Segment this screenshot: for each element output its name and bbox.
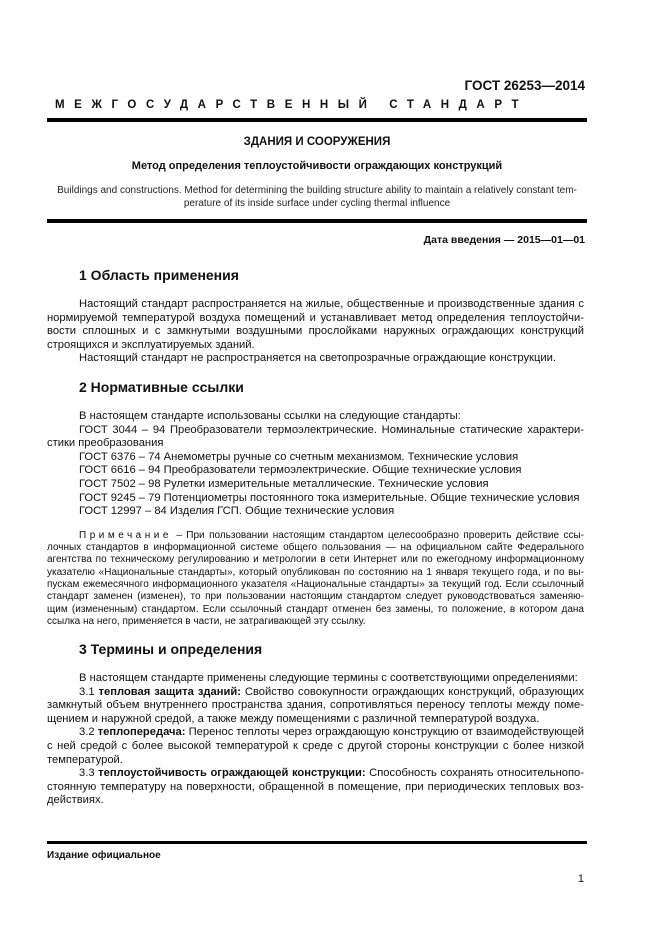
term-definition [47, 767, 584, 808]
introduction-date [424, 234, 585, 246]
reference-item: ГОСТ 6616 – 94 Преобразователи термоэлектрические. Общие технические условия [79, 464, 522, 477]
section-scope [47, 266, 584, 366]
english-title: Buildings and constructions. Method for determining the building structure ability to maintain a relatively constant tem-perature of its inside surface under cycling thermal influence [57, 185, 577, 209]
gost-code: ГОСТ 26253—2014 [464, 78, 585, 93]
section-heading: 2 Нормативные ссылки [79, 378, 244, 395]
reference-item: ГОСТ 3044 – 94 Преобразователи термоэлектрические. Номинальные статические характери-стики преобразования [47, 423, 584, 450]
term-name: тепловая защита зданий: [98, 685, 241, 698]
date-label: Дата введения [423, 234, 501, 246]
reference-item: ГОСТ 7502 – 98 Рулетки измерительные металлические. Технические условия [79, 477, 489, 490]
section-references [47, 378, 584, 628]
reference-item: ГОСТ 12997 – 84 Изделия ГСП. Общие технические условия [79, 505, 395, 518]
term-text: Свойство совокупности ограждающих конструкций, образующих замкнутый объем внутреннего пространства здания, сопротивляться переносу теплоты между поме-щением и наружной средой, а также между помещениями с различной температурой воздуха. [47, 685, 585, 725]
document-title: ЗДАНИЯ И СООРУЖЕНИЯ [243, 136, 391, 148]
term-text: Перенос теплоты через ограждающую конструкцию от взаимодействующей с ней средой с более высокой температурой к среде с другой стороны конструкции с более низкой температурой. [47, 726, 585, 766]
term-name: теплопередача: [97, 726, 186, 739]
reference-item: ГОСТ 9245 – 79 Потенциометры постоянного тока измерительные. Общие технические условия [79, 491, 580, 504]
note-label: Примечание [79, 529, 172, 541]
term-definition [47, 686, 584, 727]
edition-label: Издание официальное [47, 850, 161, 861]
term-number: 3.2 [79, 726, 95, 739]
paragraph: В настоящем стандарте использованы ссылки на следующие стандарты: [79, 409, 461, 422]
standard-category: МЕЖГОСУДАРСТВЕННЫЙ СТАНДАРТ [55, 99, 529, 111]
note [47, 530, 584, 628]
paragraph: Настоящий стандарт распространяется на жилые, общественные и производственные здания с нормируемой температурой воздуха помещений и устанавливает метод определения теплоустойчи-вости сплошных и с замкнутыми воздушными прослойками наружных ограждающих конструкций строящихся и эксплуатируемых зданий. [47, 298, 584, 351]
title-rule [47, 219, 587, 223]
term-number: 3.3 [79, 767, 95, 780]
paragraph: Настоящий стандарт не распространяется на светопрозрачные ограждающие конструкции. [79, 352, 556, 365]
footer-rule [47, 841, 587, 844]
header-rule [47, 118, 587, 122]
page-number: 1 [577, 873, 584, 885]
paragraph: В настоящем стандарте применены следующие термины с соответствующими определениями: [79, 672, 578, 685]
note-text: – При пользовании настоящим стандартом целесообразно проверить действие ссы-лочных стандартов в информационной системе общего пользования — на официальном сайте Федерального агентства по техническому регулированию и метрологии в сети Интернет или по ежегодному информационному указателю «Национальные стандарты», который опубликован по состоянию на 1 января текущего года, и по вы-пускам ежемесячного информационного указателя «Национальные стандарты» за текущий год. Если ссылочный стандарт заменен (изменен), то при пользовании настоящим стандартом следует руководствоваться заменяю-щим (измененным) стандартом. Если ссылочный стандарт отменен без замены, то положение, в котором дана ссылка на него, применяется в части, не затрагивающей эту ссылку. [47, 529, 584, 627]
term-definition [47, 726, 584, 767]
document-body [47, 266, 584, 820]
section-heading: 3 Термины и определения [79, 641, 263, 658]
section-terms [47, 640, 584, 808]
term-text: Способность сохранять относительнопо-стоянную температуру на поверхности, обращенной в помещение, при периодических тепловых воз-действиях. [47, 767, 585, 807]
term-name: теплоустойчивость ограждающей конструкции: [98, 767, 366, 780]
term-number: 3.1 [79, 685, 95, 698]
reference-item: ГОСТ 6376 – 74 Анемометры ручные со счетным механизмом. Технические условия [79, 450, 519, 463]
section-heading: 1 Область применения [79, 267, 239, 283]
document-subtitle: Метод определения теплоустойчивости ограждающих конструкций [131, 160, 503, 172]
date-value: — 2015—01—01 [503, 234, 585, 246]
